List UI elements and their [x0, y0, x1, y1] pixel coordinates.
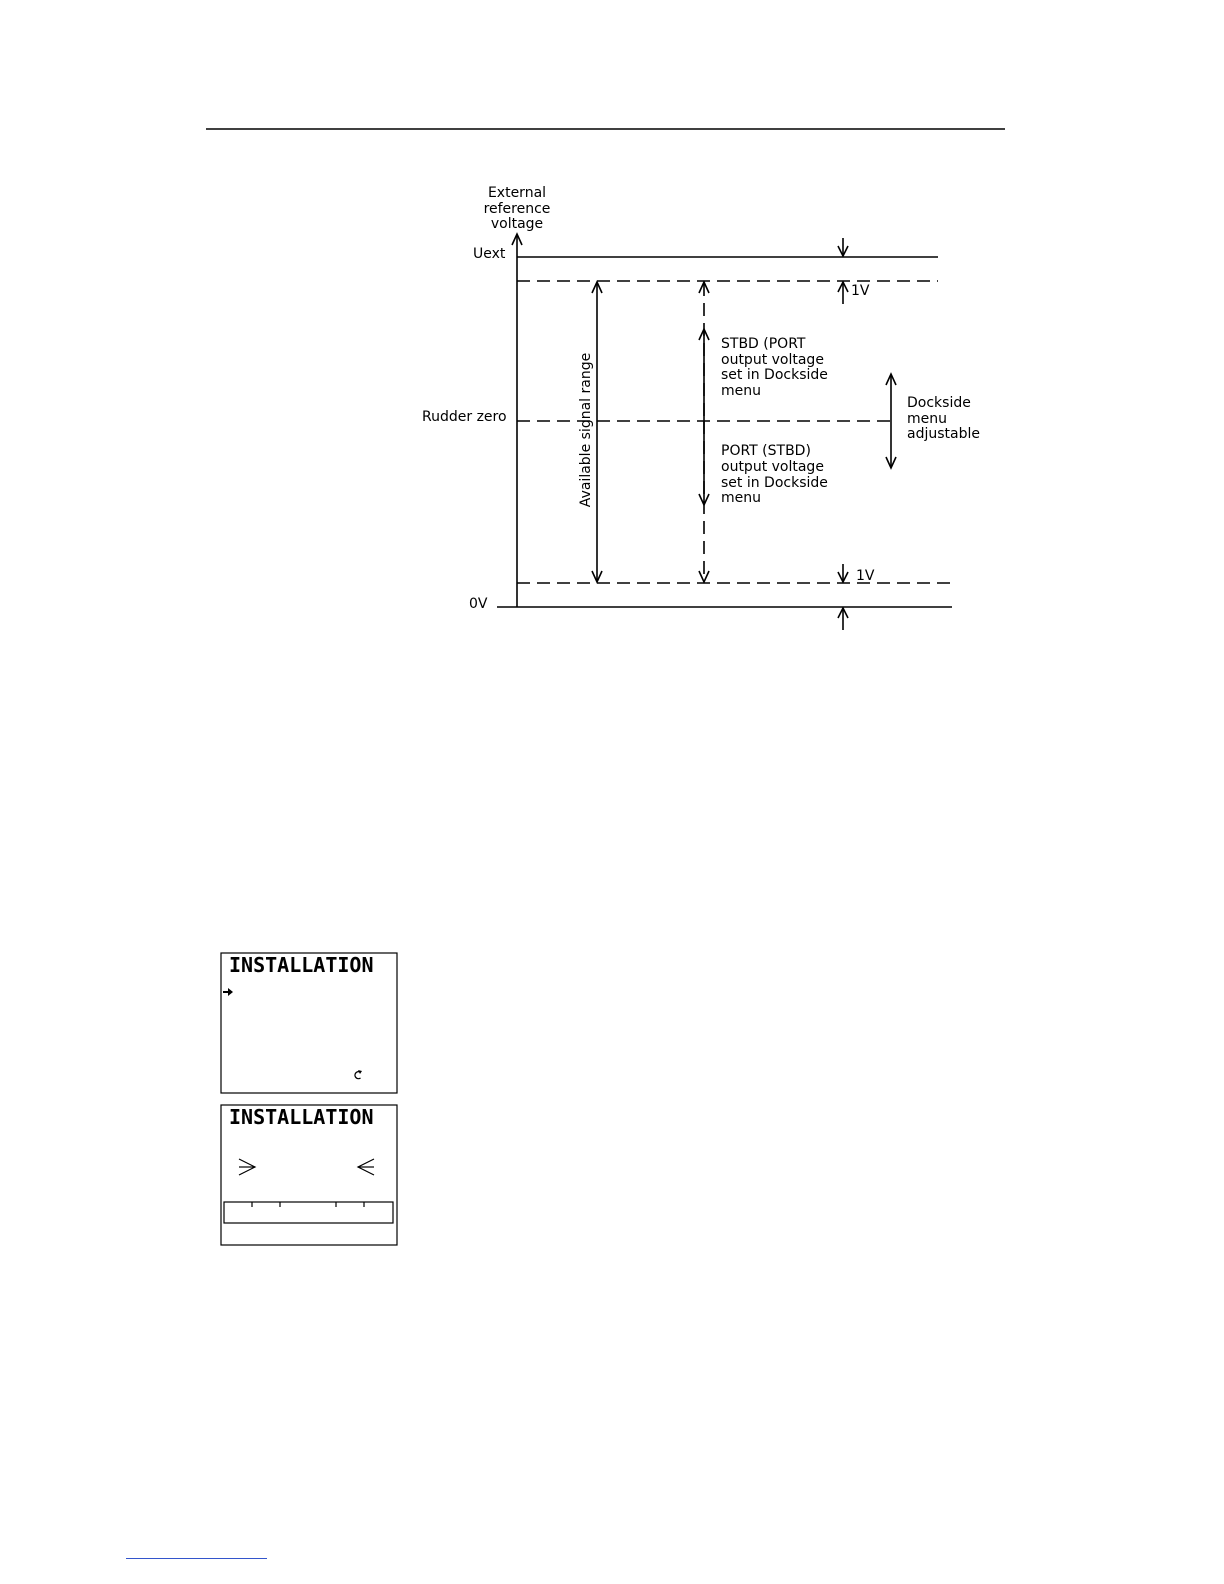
dockside-text-2: menu [907, 411, 947, 427]
lcd-screen-2 [221, 1105, 397, 1245]
zero-v-label: 0V [469, 596, 488, 612]
signal-range-label: Available signal range [578, 352, 594, 508]
footer-link-underline [126, 1558, 267, 1559]
port-text-4: menu [721, 490, 761, 506]
stbd-text-3: set in Dockside [721, 367, 828, 383]
axis-title-line-2: reference [483, 201, 551, 217]
stbd-text-4: menu [721, 383, 761, 399]
scale-bar [224, 1202, 393, 1223]
stbd-text-1: STBD (PORT [721, 336, 806, 352]
port-text-2: output voltage [721, 459, 824, 475]
uext-label: Uext [473, 246, 506, 262]
lcd-screen-1-title: INSTALLATION [229, 953, 374, 977]
axis-title-line-1: External [487, 185, 547, 201]
port-text-1: PORT (STBD) [721, 443, 811, 459]
rudder-zero-label: Rudder zero [422, 409, 507, 425]
stbd-text-2: output voltage [721, 352, 824, 368]
dockside-text-1: Dockside [907, 395, 971, 411]
axis-title-line-3: voltage [490, 216, 544, 232]
lcd-screen-2-title: INSTALLATION [229, 1105, 374, 1129]
bottom-offset-label: 1V [856, 568, 875, 584]
lcd-screen-1 [221, 953, 397, 1093]
return-icon [355, 1070, 362, 1079]
top-offset-label: 1V [851, 283, 870, 299]
dockside-text-3: adjustable [907, 426, 980, 442]
arrow-right-icon [223, 988, 233, 996]
port-text-3: set in Dockside [721, 475, 828, 491]
